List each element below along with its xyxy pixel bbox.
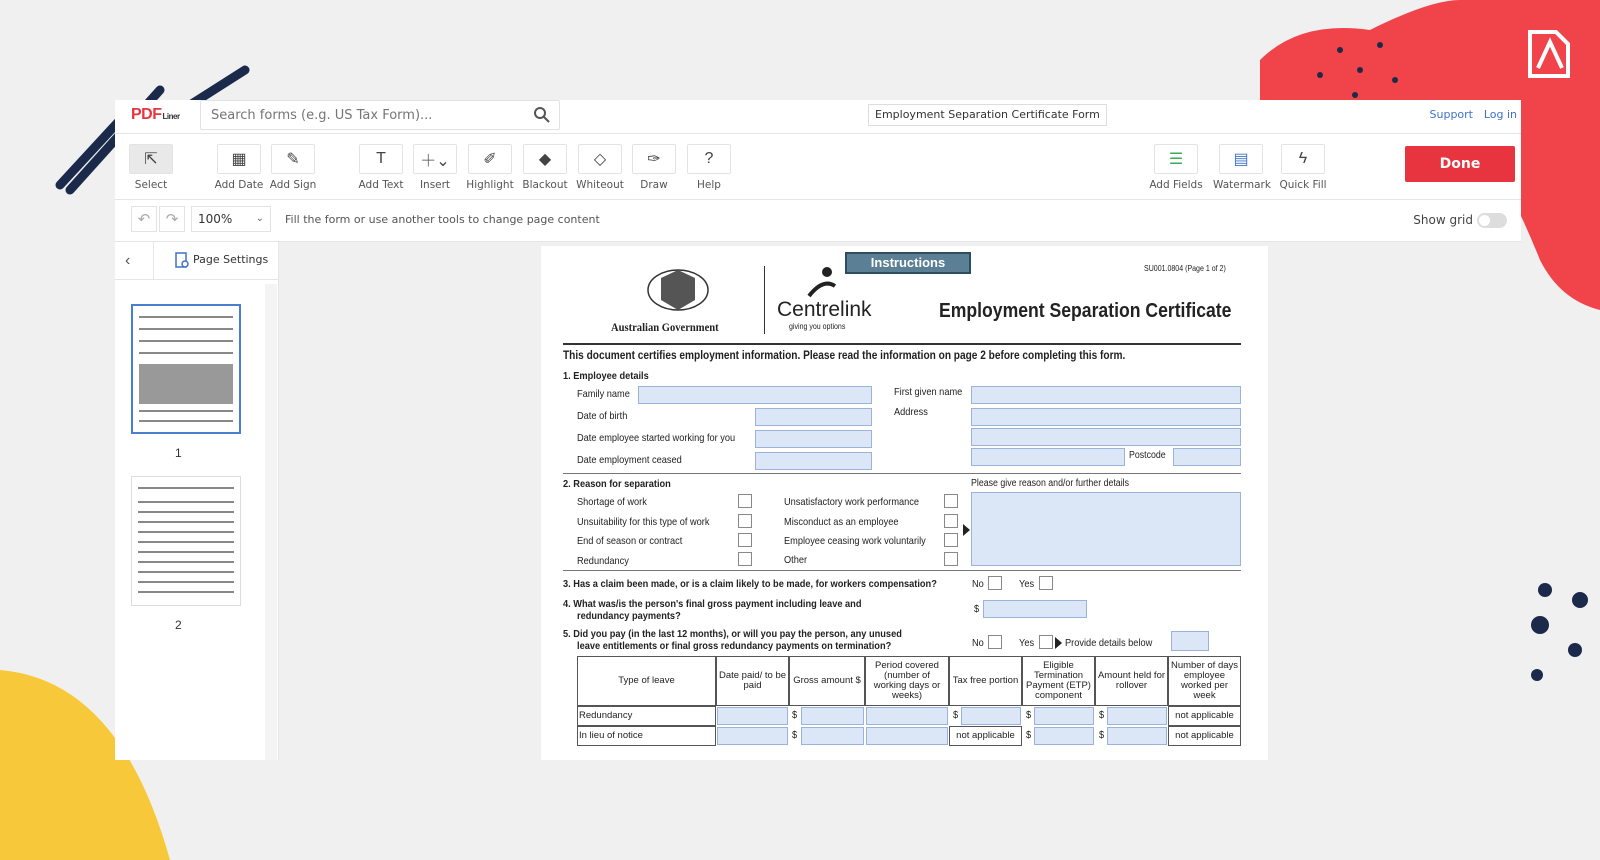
form-page — [541, 246, 1268, 760]
zoom-select[interactable] — [191, 206, 271, 232]
reason-other-checkbox[interactable] — [944, 552, 958, 566]
section-1-heading: 1. Employee details — [563, 370, 649, 382]
plus-icon: ＋⌄ — [413, 144, 457, 174]
reason-performance-label: Unsatisfactory work performance — [784, 496, 920, 508]
table-header-etp: Eligible Termination Payment (ETP) component — [1022, 656, 1095, 706]
calendar-icon: ▦ — [217, 144, 261, 174]
highlighter-icon: ✐ — [468, 144, 512, 174]
reason-unsuitability-label: Unsuitability for this type of work — [577, 516, 710, 528]
lieu-days-cell: not applicable — [1168, 726, 1241, 746]
done-button[interactable]: Done — [1405, 146, 1515, 182]
undo-button[interactable] — [131, 206, 157, 232]
s3-yes-label: Yes — [1019, 578, 1035, 590]
undo-icon: ↶ — [137, 211, 151, 228]
text-icon: T — [359, 144, 403, 174]
s5-yes-label: Yes — [1019, 637, 1035, 649]
document-canvas — [279, 242, 1521, 760]
page-sidebar — [115, 242, 279, 760]
search-input[interactable] — [200, 100, 560, 130]
brush-icon: ✑ — [632, 144, 676, 174]
form-title: Employment Separation Certificate — [939, 300, 1232, 322]
first-name-label: First given name — [894, 386, 963, 398]
page-settings-icon — [175, 252, 189, 269]
section-4-question-line2: redundancy payments? — [577, 610, 681, 622]
postcode-label: Postcode — [1129, 450, 1166, 461]
add-fields-tool[interactable]: ☰ Add Fields — [1148, 144, 1204, 191]
form-code: SU001.0804 (Page 1 of 2) — [1144, 264, 1226, 273]
chevron-down-icon: ⌄ — [255, 213, 264, 224]
s5-no-label: No — [972, 637, 984, 649]
reason-voluntary-checkbox[interactable] — [944, 533, 958, 547]
reason-other-label: Other — [784, 554, 808, 566]
form-intro: This document certifies employment information. Please read the information on page 2 before completing this form. — [563, 350, 1126, 362]
table-header-taxfree: Tax free portion — [949, 656, 1022, 706]
redo-button[interactable] — [159, 206, 185, 232]
ceased-date-field[interactable] — [755, 452, 872, 470]
table-header-rollover: Amount held for rollover — [1095, 656, 1168, 706]
s3-no-label: No — [972, 578, 984, 590]
s5-details-field[interactable] — [1171, 631, 1209, 651]
hint-text: Fill the form or use another tools to change page content — [285, 213, 600, 226]
editor-window — [115, 100, 1521, 760]
gov-name: Australian Government — [611, 320, 719, 334]
pdf-brand-icon — [1520, 24, 1576, 80]
arrow-right-icon — [963, 524, 970, 536]
lieu-taxfree-cell: not applicable — [949, 726, 1022, 746]
dob-label: Date of birth — [577, 410, 628, 422]
family-name-label: Family name — [577, 388, 630, 400]
top-bar — [115, 100, 1521, 134]
whiteout-tool[interactable]: ◇ Whiteout — [572, 144, 628, 191]
lieu-date-field[interactable] — [717, 727, 788, 745]
lieu-etp-field[interactable] — [1034, 727, 1094, 745]
watermark-tool[interactable]: ▤ Watermark — [1213, 144, 1269, 191]
add-sign-tool[interactable]: ✎ Add Sign — [265, 144, 321, 191]
eraser-icon: ◇ — [578, 144, 622, 174]
pdfliner-logo[interactable]: PDFLiner — [131, 106, 180, 123]
s5-no-checkbox[interactable] — [988, 635, 1002, 649]
zoom-value: 100% — [198, 212, 233, 226]
bolt-icon: ϟ — [1281, 144, 1325, 174]
table-header-period: Period covered (number of working days or weeks) — [865, 656, 949, 706]
sidebar-header — [115, 242, 278, 280]
currency-sign: $ — [792, 729, 798, 741]
page-thumbnail-2[interactable] — [131, 476, 241, 606]
provide-details-label: Provide details below — [1065, 637, 1153, 649]
currency-sign: $ — [1026, 729, 1032, 741]
table-header-date: Date paid/ to be paid — [716, 656, 789, 706]
centrelink-name: Centrelink — [777, 298, 872, 321]
start-date-label: Date employee started working for you — [577, 432, 736, 444]
ceased-date-label: Date employment ceased — [577, 454, 682, 466]
pen-icon: ✎ — [271, 144, 315, 174]
sub-toolbar — [115, 200, 1521, 242]
add-text-tool[interactable]: T Add Text — [353, 144, 409, 191]
add-date-tool[interactable]: ▦ Add Date — [211, 144, 267, 191]
question-icon: ? — [687, 144, 731, 174]
centrelink-tagline: giving you options — [789, 322, 846, 331]
redundancy-period-field[interactable] — [866, 707, 948, 725]
section-5-question: 5. Did you pay (in the last 12 months), or will you pay the person, any unused — [563, 628, 902, 640]
chevron-left-icon[interactable]: ‹ — [125, 252, 131, 269]
document-title: Employment Separation Certificate Form — [868, 104, 1107, 126]
reason-unsuitability-checkbox[interactable] — [738, 514, 752, 528]
address-field-3[interactable] — [971, 448, 1125, 466]
reason-misconduct-checkbox[interactable] — [944, 514, 958, 528]
currency-sign: $ — [953, 709, 959, 721]
currency-sign: $ — [792, 709, 798, 721]
page-settings-button[interactable]: Page Settings — [193, 253, 269, 266]
decorative-blue-dots — [1525, 580, 1600, 690]
reason-end-season-checkbox[interactable] — [738, 533, 752, 547]
currency-sign: $ — [1026, 709, 1032, 721]
reason-shortage-label: Shortage of work — [577, 496, 647, 508]
blackout-icon: ◆ — [523, 144, 567, 174]
page-thumbnail-1[interactable] — [131, 304, 241, 434]
redundancy-date-field[interactable] — [717, 707, 788, 725]
centrelink-logo-icon — [805, 264, 841, 300]
insert-tool[interactable]: ＋⌄ Insert — [407, 144, 463, 191]
watermark-icon: ▤ — [1219, 144, 1263, 174]
blackout-tool[interactable]: ◆ Blackout — [517, 144, 573, 191]
redundancy-days-cell: not applicable — [1168, 706, 1241, 726]
help-tool[interactable]: ? Help — [681, 144, 737, 191]
highlight-tool[interactable]: ✐ Highlight — [462, 144, 518, 191]
lieu-rollover-field[interactable] — [1107, 727, 1167, 745]
reason-voluntary-label: Employee ceasing work voluntarily — [784, 535, 926, 547]
dob-field[interactable] — [755, 408, 872, 426]
fields-icon: ☰ — [1154, 144, 1198, 174]
table-row-redundancy: Redundancy — [577, 706, 716, 726]
start-date-field[interactable] — [755, 430, 872, 448]
redo-icon: ↷ — [165, 211, 179, 228]
instructions-button[interactable]: Instructions — [845, 252, 971, 274]
reason-redundancy-label: Redundancy — [577, 555, 629, 567]
select-tool[interactable]: ⇱ Select — [123, 144, 179, 191]
login-link[interactable]: Log in — [1483, 108, 1517, 121]
section-5-question-line2: leave entitlements or final gross redundancy payments on termination? — [577, 640, 892, 652]
search-icon[interactable] — [533, 106, 551, 124]
draw-tool[interactable]: ✑ Draw — [626, 144, 682, 191]
support-link[interactable]: Support — [1429, 108, 1473, 121]
section-2-heading: 2. Reason for separation — [563, 478, 671, 490]
s4-currency: $ — [974, 603, 980, 615]
reason-end-season-label: End of season or contract — [577, 535, 683, 547]
table-header-gross: Gross amount $ — [789, 656, 865, 706]
currency-sign: $ — [1099, 709, 1105, 721]
table-row-in-lieu: In lieu of notice — [577, 726, 716, 746]
redundancy-gross-field[interactable] — [801, 707, 864, 725]
sidebar-scrollbar[interactable] — [265, 284, 277, 760]
lieu-period-field[interactable] — [866, 727, 948, 745]
quick-fill-tool[interactable]: ϟ Quick Fill — [1275, 144, 1331, 191]
further-details-label: Please give reason and/or further details — [971, 478, 1130, 489]
redundancy-rollover-field[interactable] — [1107, 707, 1167, 725]
reason-shortage-checkbox[interactable] — [738, 494, 752, 508]
further-details-field[interactable] — [971, 492, 1241, 566]
show-grid-label: Show grid — [1413, 213, 1473, 227]
currency-sign: $ — [1099, 729, 1105, 741]
s3-yes-checkbox[interactable] — [1039, 576, 1053, 590]
postcode-field[interactable] — [1173, 448, 1241, 466]
lieu-gross-field[interactable] — [801, 727, 864, 745]
redundancy-taxfree-field[interactable] — [961, 707, 1021, 725]
show-grid-toggle[interactable] — [1477, 213, 1507, 228]
reason-redundancy-checkbox[interactable] — [738, 552, 752, 566]
coat-of-arms-logo — [641, 264, 715, 318]
redundancy-etp-field[interactable] — [1034, 707, 1094, 725]
section-4-question: 4. What was/is the person's final gross payment including leave and — [563, 598, 862, 610]
address-label: Address — [894, 406, 928, 418]
s5-yes-checkbox[interactable] — [1039, 635, 1053, 649]
final-payment-field[interactable] — [983, 600, 1087, 618]
s3-no-checkbox[interactable] — [988, 576, 1002, 590]
select-icon: ⇱ — [129, 144, 173, 174]
table-header-days: Number of days employee worked per week — [1168, 656, 1241, 706]
first-name-field[interactable] — [971, 386, 1241, 404]
page-number-2: 2 — [175, 618, 182, 632]
address-field-1[interactable] — [971, 408, 1241, 426]
page-number-1: 1 — [175, 446, 182, 460]
arrow-right-icon — [1055, 637, 1062, 649]
section-3-question: 3. Has a claim been made, or is a claim likely to be made, for workers compensation? — [563, 578, 937, 590]
family-name-field[interactable] — [638, 386, 872, 404]
toolbar — [115, 134, 1521, 200]
reason-misconduct-label: Misconduct as an employee — [784, 516, 899, 528]
table-header-type: Type of leave — [577, 656, 716, 706]
reason-performance-checkbox[interactable] — [944, 494, 958, 508]
address-field-2[interactable] — [971, 428, 1241, 446]
